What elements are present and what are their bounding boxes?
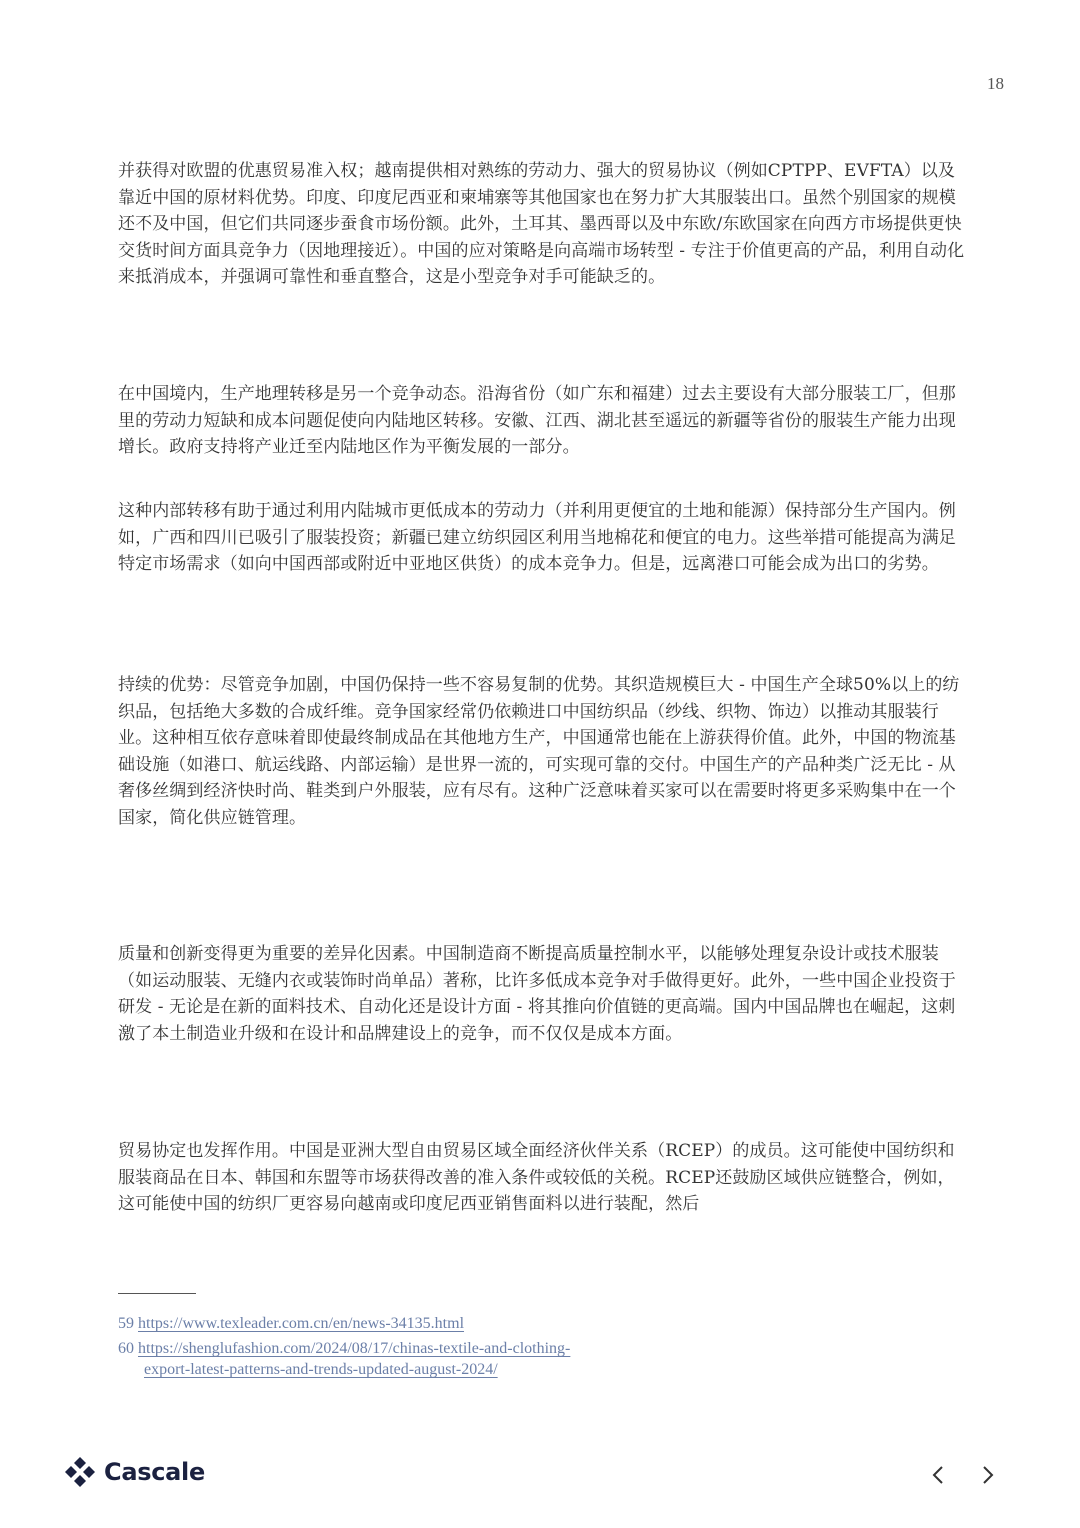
footnote-divider xyxy=(118,1293,196,1294)
paragraph-competitors: 并获得对欧盟的优惠贸易准入权；越南提供相对熟练的劳动力、强大的贸易协议（例如CPTPP、EVFTA）以及靠近中国的原材料优势。印度、印度尼西亚和柬埔寨等其他国家也在努力扩大其服装出口。虽然个别国家的规模还不及中国，但它们共同逐步蚕食市场份额。此外，土耳其、墨西哥以及中东欧/东欧国家在向西方市场提供更快交货时间方面具竞争力（因地理接近）。中国的应对策略是向高端市场转型 - 专注于价值更高的产品，利用自动化来抵消成本，并强调可靠性和垂直整合，这是小型竞争对手可能缺乏的。 xyxy=(118,161,965,287)
next-page-button[interactable] xyxy=(978,1460,998,1490)
paragraph-lasting-advantages: 持续的优势：尽管竞争加剧，中国仍保持一些不容易复制的优势。其织造规模巨大 - 中国生产全球50%以上的纺织品，包括绝大多数的合成纤维。竞争国家经常仍依赖进口中国纺织品（纱线、织物、饰边）以推动其服装行业。这种相互依存意味着即使最终制成品在其他地方生产，中国通常也能在上游获得价值。此外，中国的物流基础设施（如港口、航运线路、内部运输）是世界一流的，可实现可靠的交付。中国生产的产品种类广泛无比 - 从奢侈丝绸到经济快时尚、鞋类到户外服装，应有尽有。这种广泛意味着买家可以在需要时将更多采购集中在一个国家，简化供应链管理。 xyxy=(118,675,960,828)
paragraph-trade-agreements: 贸易协定也发挥作用。中国是亚洲大型自由贸易区域全面经济伙伴关系（RCEP）的成员。这可能使中国纺织和服装商品在日本、韩国和东盟等市场获得改善的准入条件或较低的关税。RCEP还鼓励区域供应链整合，例如，这可能使中国的纺织厂更容易向越南或印度尼西亚销售面料以进行装配，然后 xyxy=(118,1141,955,1214)
cascale-logo xyxy=(64,1456,205,1488)
paragraph-inland-transfer: 这种内部转移有助于通过利用内陆城市更低成本的劳动力（并利用更便宜的土地和能源）保持部分生产国内。例如，广西和四川已吸引了服装投资；新疆已建立纺织园区利用当地棉花和便宜的电力。这些举措可能提高为满足特定市场需求（如向中国西部或附近中亚地区供货）的成本竞争力。但是，远离港口可能会成为出口的劣势。 xyxy=(118,501,956,574)
page-navigation xyxy=(928,1460,998,1490)
footnote-link[interactable]: https://www.texleader.com.cn/en/news-34135.html xyxy=(138,1315,465,1332)
chevron-right-icon xyxy=(982,1465,994,1485)
footnote-number: 59 xyxy=(118,1315,134,1332)
footnote-number: 60 xyxy=(118,1340,134,1357)
footnotes xyxy=(118,1313,818,1384)
previous-page-button[interactable] xyxy=(928,1460,948,1490)
footnote-59 xyxy=(118,1313,818,1334)
footnote-link[interactable]: https://shenglufashion.com/2024/08/17/chinas-textile-and-clothing- xyxy=(138,1340,571,1357)
footnote-link-continued[interactable]: export-latest-patterns-and-trends-updated-august-2024/ xyxy=(144,1361,498,1378)
paragraph-domestic-shift: 在中国境内，生产地理转移是另一个竞争动态。沿海省份（如广东和福建）过去主要设有大部分服装工厂，但那里的劳动力短缺和成本问题促使向内陆地区转移。安徽、江西、湖北甚至遥远的新疆等省份的服装生产能力出现增长。政府支持将产业迁至内陆地区作为平衡发展的一部分。 xyxy=(118,384,956,457)
brand-name: Cascale xyxy=(104,1458,205,1486)
cascale-logo-icon xyxy=(64,1456,96,1488)
footnote-60 xyxy=(118,1338,818,1380)
page-number: 18 xyxy=(987,74,1004,93)
chevron-left-icon xyxy=(932,1465,944,1485)
paragraph-quality-innovation: 质量和创新变得更为重要的差异化因素。中国制造商不断提高质量控制水平，以能够处理复杂设计或技术服装（如运动服装、无缝内衣或装饰时尚单品）著称，比许多低成本竞争对手做得更好。此外，一些中国企业投资于研发 - 无论是在新的面料技术、自动化还是设计方面 - 将其推向价值链的更高端。国内中国品牌也在崛起，这刺激了本土制造业升级和在设计和品牌建设上的竞争，而不仅仅是成本方面。 xyxy=(118,944,956,1044)
